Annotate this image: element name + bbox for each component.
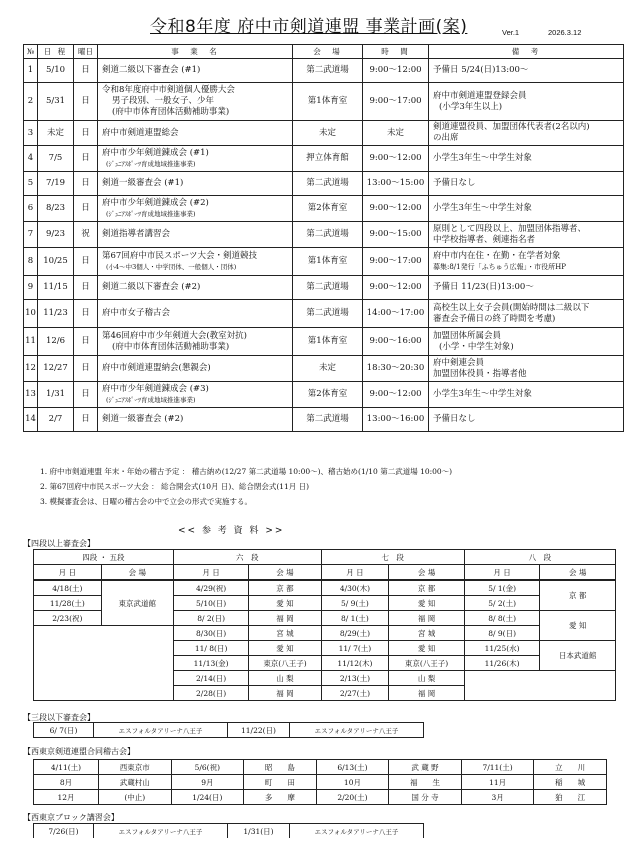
dan6-date: 2/28(日)	[173, 686, 249, 701]
col-header-date: 日 程	[38, 45, 74, 59]
event-date: 11/23	[38, 300, 74, 328]
event-day: 日	[74, 248, 98, 276]
table-row	[24, 382, 624, 408]
event-note-line: 予備日 11/23(日)13:00～	[433, 282, 534, 292]
event-note-line: (小学・中学生対象)	[439, 341, 514, 352]
event-name	[98, 222, 293, 248]
table-row	[34, 686, 616, 701]
event-day: 日	[74, 146, 98, 172]
practice-venue: 武 蔵 野	[389, 760, 462, 775]
practice-venue: 昭 島	[244, 760, 317, 775]
document-header	[0, 12, 631, 42]
dan6-venue: 福 岡	[249, 611, 321, 626]
event-venue: 未定	[293, 356, 363, 382]
event-name	[98, 328, 293, 356]
event-name-line: 男子段別、一般女子、少年	[112, 96, 215, 106]
footnote: 2. 第67回府中市民スポーツ大会 ： 総合開会式(10月 日)、総合閉会式(11月 日)	[40, 482, 310, 491]
table-row	[24, 276, 624, 300]
reference-title: << 参 考 資 料 >>	[178, 526, 285, 536]
table-row	[34, 723, 424, 738]
event-date: 8/23	[38, 196, 74, 222]
event-time: 未定	[363, 121, 429, 146]
dan7-venue: 東京(八王子)	[389, 656, 465, 671]
practice-date: 2/20(土)	[316, 790, 389, 805]
group-header: 四段 ・ 五段	[34, 550, 174, 565]
section-label-nishitokyo: 【西東京剣道連盟合同稽古会】	[23, 747, 135, 756]
practice-date: 8月	[34, 775, 99, 790]
event-note-line: の出席	[433, 133, 459, 143]
event-day: 日	[74, 356, 98, 382]
empty-cell	[464, 686, 615, 701]
dan4-exam-table	[33, 549, 616, 701]
event-day: 日	[74, 83, 98, 121]
dan7-date: 2/13(土)	[321, 671, 389, 686]
event-note	[429, 196, 624, 222]
event-note	[429, 59, 624, 83]
section-label-dan3: 【三段以下審査会】	[23, 713, 95, 722]
dan6-date: 4/29(祝)	[173, 580, 249, 596]
practice-date: 10月	[316, 775, 389, 790]
event-date: 12/27	[38, 356, 74, 382]
empty-cell	[34, 686, 174, 701]
event-venue: 第二武道場	[293, 172, 363, 196]
event-day: 日	[74, 121, 98, 146]
row-number: 7	[24, 222, 38, 248]
event-venue: 第二武道場	[293, 276, 363, 300]
table-row	[24, 222, 624, 248]
row-number: 10	[24, 300, 38, 328]
group-header: 七 段	[321, 550, 464, 565]
row-number: 6	[24, 196, 38, 222]
event-date: 11/15	[38, 276, 74, 300]
dan7-date: 8/29(土)	[321, 626, 389, 641]
row-number: 5	[24, 172, 38, 196]
table-row	[34, 580, 616, 596]
event-note	[429, 172, 624, 196]
event-name	[98, 83, 293, 121]
dan6-date: 5/10(日)	[173, 596, 249, 611]
practice-venue: 福 生	[389, 775, 462, 790]
event-date: 1/31	[38, 382, 74, 408]
event-name-line: 第67回府中市民スポーツ大会・剣道競技	[102, 250, 257, 261]
event-time: 18:30～20:30	[363, 356, 429, 382]
event-time: 9:00～17:00	[363, 83, 429, 121]
group-header: 六 段	[173, 550, 321, 565]
event-note-line: 審査会予備日の終了時間を考慮)	[433, 313, 556, 324]
row-number: 11	[24, 328, 38, 356]
event-note-line: 予備日なし	[433, 178, 476, 188]
version-label: Ver.1	[502, 28, 520, 37]
event-note	[429, 121, 624, 146]
dan6-venue: 福 岡	[249, 686, 321, 701]
event-name-line: 府中市女子稽古会	[102, 308, 171, 318]
event-note	[429, 222, 624, 248]
dan6-date: 11/ 8(日)	[173, 641, 249, 656]
event-date: 7/5	[38, 146, 74, 172]
event-day: 日	[74, 276, 98, 300]
table-row	[24, 59, 624, 83]
event-date: 9/23	[38, 222, 74, 248]
dan7-date: 11/ 7(土)	[321, 641, 389, 656]
practice-date: 7/11(土)	[461, 760, 534, 775]
event-note-line: 剣道連盟役員、加盟団体代表者(2名以内)	[433, 122, 590, 132]
event-day: 日	[74, 300, 98, 328]
date-header: 月 日	[464, 565, 540, 581]
block-date: 1/31(日)	[228, 824, 290, 839]
event-name-line: 府中市剣道連盟納会(懇親会)	[102, 363, 211, 373]
document-date: 2026.3.12	[548, 28, 582, 37]
col-header-venue: 会 場	[293, 45, 363, 59]
event-venue: 第2体育室	[293, 196, 363, 222]
dan7-date: 5/ 9(土)	[321, 596, 389, 611]
dan8-date: 8/ 9(日)	[464, 626, 540, 641]
empty-cell	[34, 626, 174, 641]
event-name	[98, 146, 293, 172]
event-name	[98, 59, 293, 83]
event-venue: 第二武道場	[293, 59, 363, 83]
row-number: 14	[24, 408, 38, 432]
event-name	[98, 172, 293, 196]
row-number: 13	[24, 382, 38, 408]
practice-venue: 稲 城	[534, 775, 607, 790]
event-name-line: 府中市少年剣道錬成会 (#2)	[102, 197, 209, 208]
event-name-line: 剣道指導者講習会	[102, 229, 171, 239]
event-note-line: 小学生3年生～中学生対象	[433, 153, 532, 163]
practice-date: 5/6(祝)	[171, 760, 244, 775]
event-date: 未定	[38, 121, 74, 146]
event-name-line: (ｼﾞｭﾆｱｽﾎﾟｰﾂ育成地域推進事業)	[106, 395, 196, 404]
practice-venue: 国 分 寺	[389, 790, 462, 805]
dan7-venue: 京 都	[389, 580, 465, 596]
practice-venue: 武蔵村山	[98, 775, 171, 790]
practice-venue: (中止)	[98, 790, 171, 805]
event-time: 9:00～15:00	[363, 222, 429, 248]
practice-venue: 多 摩	[244, 790, 317, 805]
dan7-date: 11/12(木)	[321, 656, 389, 671]
empty-cell	[34, 656, 174, 671]
dan45-venue: 東京武道館	[101, 580, 173, 626]
table-row	[34, 760, 607, 775]
event-name	[98, 196, 293, 222]
event-time: 13:00～15:00	[363, 172, 429, 196]
event-note	[429, 276, 624, 300]
dan6-venue: 愛 知	[249, 641, 321, 656]
event-time: 9:00～12:00	[363, 276, 429, 300]
event-venue: 第二武道場	[293, 408, 363, 432]
row-number: 2	[24, 83, 38, 121]
event-time: 9:00～12:00	[363, 382, 429, 408]
dan8-date: 5/ 1(金)	[464, 580, 540, 596]
event-note	[429, 356, 624, 382]
table-row	[34, 671, 616, 686]
event-venue: 第2体育室	[293, 382, 363, 408]
event-name	[98, 408, 293, 432]
date-header: 月 日	[34, 565, 102, 581]
event-name-line: 剣道一級審査会 (#1)	[102, 178, 184, 188]
practice-date: 1/24(日)	[171, 790, 244, 805]
dan7-venue: 福 岡	[389, 611, 465, 626]
event-name	[98, 248, 293, 276]
event-name-line: (ｼﾞｭﾆｱｽﾎﾟｰﾂ育成地域推進事業)	[106, 159, 196, 168]
dan3-venue: エスフォルタアリーナ八王子	[290, 723, 424, 738]
event-venue: 第1体育室	[293, 248, 363, 276]
dan8-venue: 京 都	[540, 580, 616, 611]
dan3-exam-table	[33, 722, 424, 738]
dan45-date: 2/23(祝)	[34, 611, 102, 626]
dan8-date: 5/ 2(土)	[464, 596, 540, 611]
footnote: 3. 模擬審査会は、日曜の稽古会の中で立会の形式で実施する。	[40, 497, 253, 506]
block-seminar-table	[33, 823, 424, 838]
empty-cell	[464, 671, 615, 686]
row-number: 8	[24, 248, 38, 276]
event-name-line: 剣道二級以下審査会 (#2)	[102, 282, 201, 292]
dan6-venue: 京 都	[249, 580, 321, 596]
table-row	[24, 83, 624, 121]
event-name-line: (ｼﾞｭﾆｱｽﾎﾟｰﾂ育成地域推進事業)	[106, 209, 196, 218]
group-header: 八 段	[464, 550, 615, 565]
col-header-time: 時 間	[363, 45, 429, 59]
dan6-venue: 山 梨	[249, 671, 321, 686]
table-row	[24, 328, 624, 356]
event-name-line: 第46回府中市少年剣道大会(教室対抗)	[102, 330, 247, 341]
event-note-line: 高校生以上女子会員(開始時間は二級以下	[433, 302, 590, 313]
block-venue: エスフォルタアリーナ八王子	[94, 824, 228, 839]
event-note-line: 府中剣連会員	[433, 357, 485, 368]
practice-venue: 町 田	[244, 775, 317, 790]
sub-header-row	[34, 565, 616, 581]
dan7-venue: 山 梨	[389, 671, 465, 686]
event-name-line: (府中市体育団体活動補助事業)	[112, 107, 230, 117]
event-note	[429, 248, 624, 276]
event-note-line: 募集:8/1発行「ふちゅう広報」・市役所HP	[433, 262, 566, 271]
event-note-line: 予備日なし	[433, 414, 476, 424]
dan7-date: 2/27(土)	[321, 686, 389, 701]
dan7-venue: 愛 知	[389, 596, 465, 611]
practice-date: 12月	[34, 790, 99, 805]
dan6-date: 2/14(日)	[173, 671, 249, 686]
event-date: 10/25	[38, 248, 74, 276]
event-name-line: 剣道二級以下審査会 (#1)	[102, 65, 201, 75]
dan6-date: 11/13(金)	[173, 656, 249, 671]
practice-date: 3月	[461, 790, 534, 805]
dan8-date: 11/26(木)	[464, 656, 540, 671]
group-header-row	[34, 550, 616, 565]
dan6-venue: 東京(八王子)	[249, 656, 321, 671]
event-day: 日	[74, 408, 98, 432]
venue-header: 会 場	[249, 565, 321, 581]
event-note-line: 予備日 5/24(日)13:00～	[433, 65, 529, 75]
event-name-line: 府中市剣道連盟総会	[102, 127, 179, 138]
event-day: 日	[74, 172, 98, 196]
event-date: 5/31	[38, 83, 74, 121]
col-header-event: 事 業 名	[98, 45, 293, 59]
event-note	[429, 328, 624, 356]
table-row	[24, 300, 624, 328]
event-note	[429, 83, 624, 121]
event-time: 9:00～17:00	[363, 248, 429, 276]
section-label-block: 【西東京ブロック講習会】	[23, 813, 119, 822]
event-note	[429, 146, 624, 172]
dan3-date: 11/22(日)	[228, 723, 290, 738]
col-header-day: 曜日	[74, 45, 98, 59]
event-venue: 未定	[293, 121, 363, 146]
practice-venue: 西東京市	[98, 760, 171, 775]
row-number: 12	[24, 356, 38, 382]
event-venue: 押立体育館	[293, 146, 363, 172]
venue-header: 会 場	[101, 565, 173, 581]
event-note-line: 原則として四段以上、加盟団体指導者、	[433, 223, 587, 234]
event-name-line: 令和8年度府中市剣道個人優勝大会	[102, 85, 235, 95]
event-note-line: 中学校指導者、剣連指名者	[433, 234, 536, 245]
event-note-line: (小学3年生以上)	[439, 101, 503, 112]
table-row	[24, 408, 624, 432]
event-name	[98, 300, 293, 328]
event-note	[429, 300, 624, 328]
date-header: 月 日	[173, 565, 249, 581]
practice-venue: 狛 江	[534, 790, 607, 805]
table-row	[34, 656, 616, 671]
empty-cell	[34, 641, 174, 656]
table-row	[24, 196, 624, 222]
table-row	[34, 790, 607, 805]
event-time: 13:00～16:00	[363, 408, 429, 432]
dan3-venue: エスフォルタアリーナ八王子	[94, 723, 228, 738]
event-day: 日	[74, 382, 98, 408]
event-time: 9:00～16:00	[363, 328, 429, 356]
event-date: 7/19	[38, 172, 74, 196]
dan45-date: 11/28(土)	[34, 596, 102, 611]
table-row	[34, 824, 424, 839]
event-note-line: 府中市内在住・在勤・在学者対象	[433, 250, 561, 261]
event-venue: 第1体育室	[293, 83, 363, 121]
dan7-venue: 宮 城	[389, 626, 465, 641]
event-venue: 第1体育室	[293, 328, 363, 356]
event-name	[98, 276, 293, 300]
event-note-line: 府中市剣道連盟登録会員	[433, 90, 527, 101]
event-day: 日	[74, 328, 98, 356]
event-name-line: 剣道一級審査会 (#2)	[102, 414, 184, 424]
dan7-date: 8/ 1(土)	[321, 611, 389, 626]
event-note	[429, 408, 624, 432]
footnote: 1. 府中市剣道連盟 年末・年始の稽古予定 ： 稽古納め(12/27 第二武道場 10:00～)、稽古始め(1/10 第二武道場 10:00～)	[40, 467, 453, 476]
dan6-date: 8/30(日)	[173, 626, 249, 641]
event-day: 日	[74, 196, 98, 222]
dan8-date: 8/ 8(土)	[464, 611, 540, 626]
dan8-venue: 日本武道館	[540, 641, 616, 671]
dan6-venue: 宮 城	[249, 626, 321, 641]
row-number: 4	[24, 146, 38, 172]
event-name-line: 府中市少年剣道錬成会 (#3)	[102, 383, 209, 394]
table-row	[34, 626, 616, 641]
event-venue: 第二武道場	[293, 300, 363, 328]
dan7-date: 4/30(木)	[321, 580, 389, 596]
practice-date: 4/11(土)	[34, 760, 99, 775]
practice-venue: 立 川	[534, 760, 607, 775]
section-label-dan4: 【四段以上審査会】	[23, 539, 95, 548]
event-day: 祝	[74, 222, 98, 248]
event-day: 日	[74, 59, 98, 83]
event-note-line: 加盟団体役員・指導者他	[433, 368, 527, 379]
table-row	[34, 641, 616, 656]
practice-date: 9月	[171, 775, 244, 790]
event-time: 9:00～12:00	[363, 146, 429, 172]
venue-header: 会 場	[389, 565, 465, 581]
event-name-line: (小4～中3個人・中学団体、一般個人・団体)	[106, 262, 237, 271]
col-header-notes: 備 考	[429, 45, 624, 59]
event-date: 5/10	[38, 59, 74, 83]
table-row	[24, 121, 624, 146]
nishitokyo-practice-table	[33, 759, 607, 805]
event-venue: 第二武道場	[293, 222, 363, 248]
event-time: 14:00～17:00	[363, 300, 429, 328]
event-name-line: 府中市少年剣道錬成会 (#1)	[102, 147, 209, 158]
table-row	[24, 146, 624, 172]
table-header-row	[24, 45, 624, 59]
table-row	[24, 356, 624, 382]
practice-date: 6/13(土)	[316, 760, 389, 775]
date-header: 月 日	[321, 565, 389, 581]
dan45-date: 4/18(土)	[34, 580, 102, 596]
footnotes	[40, 464, 452, 509]
venue-header: 会 場	[540, 565, 616, 581]
event-note-line: 小学生3年生～中学生対象	[433, 203, 532, 213]
event-note	[429, 382, 624, 408]
dan7-venue: 愛 知	[389, 641, 465, 656]
event-name	[98, 382, 293, 408]
row-number: 9	[24, 276, 38, 300]
event-name	[98, 121, 293, 146]
table-row	[24, 248, 624, 276]
event-note-line: 小学生3年生～中学生対象	[433, 389, 532, 399]
row-number: 1	[24, 59, 38, 83]
event-date: 12/6	[38, 328, 74, 356]
document-title: 令和8年度 府中市剣道連盟 事業計画(案)	[150, 17, 468, 37]
dan8-date: 11/25(水)	[464, 641, 540, 656]
practice-date: 11月	[461, 775, 534, 790]
row-number: 3	[24, 121, 38, 146]
table-row	[24, 172, 624, 196]
event-name-line: (府中市体育団体活動補助事業)	[112, 341, 230, 352]
event-time: 9:00～12:00	[363, 196, 429, 222]
block-venue: エスフォルタアリーナ八王子	[290, 824, 424, 839]
event-date: 2/7	[38, 408, 74, 432]
event-name	[98, 356, 293, 382]
col-header-no: №	[24, 45, 38, 59]
dan3-date: 6/ 7(日)	[34, 723, 94, 738]
dan6-venue: 愛 知	[249, 596, 321, 611]
event-schedule-table	[23, 44, 624, 432]
block-date: 7/26(日)	[34, 824, 94, 839]
empty-cell	[34, 671, 174, 686]
event-note-line: 加盟団体所属会員	[433, 330, 502, 341]
dan6-date: 8/ 2(日)	[173, 611, 249, 626]
table-body	[24, 59, 624, 432]
dan8-venue: 愛 知	[540, 611, 616, 641]
dan7-venue: 福 岡	[389, 686, 465, 701]
table-row	[34, 775, 607, 790]
event-time: 9:00～12:00	[363, 59, 429, 83]
